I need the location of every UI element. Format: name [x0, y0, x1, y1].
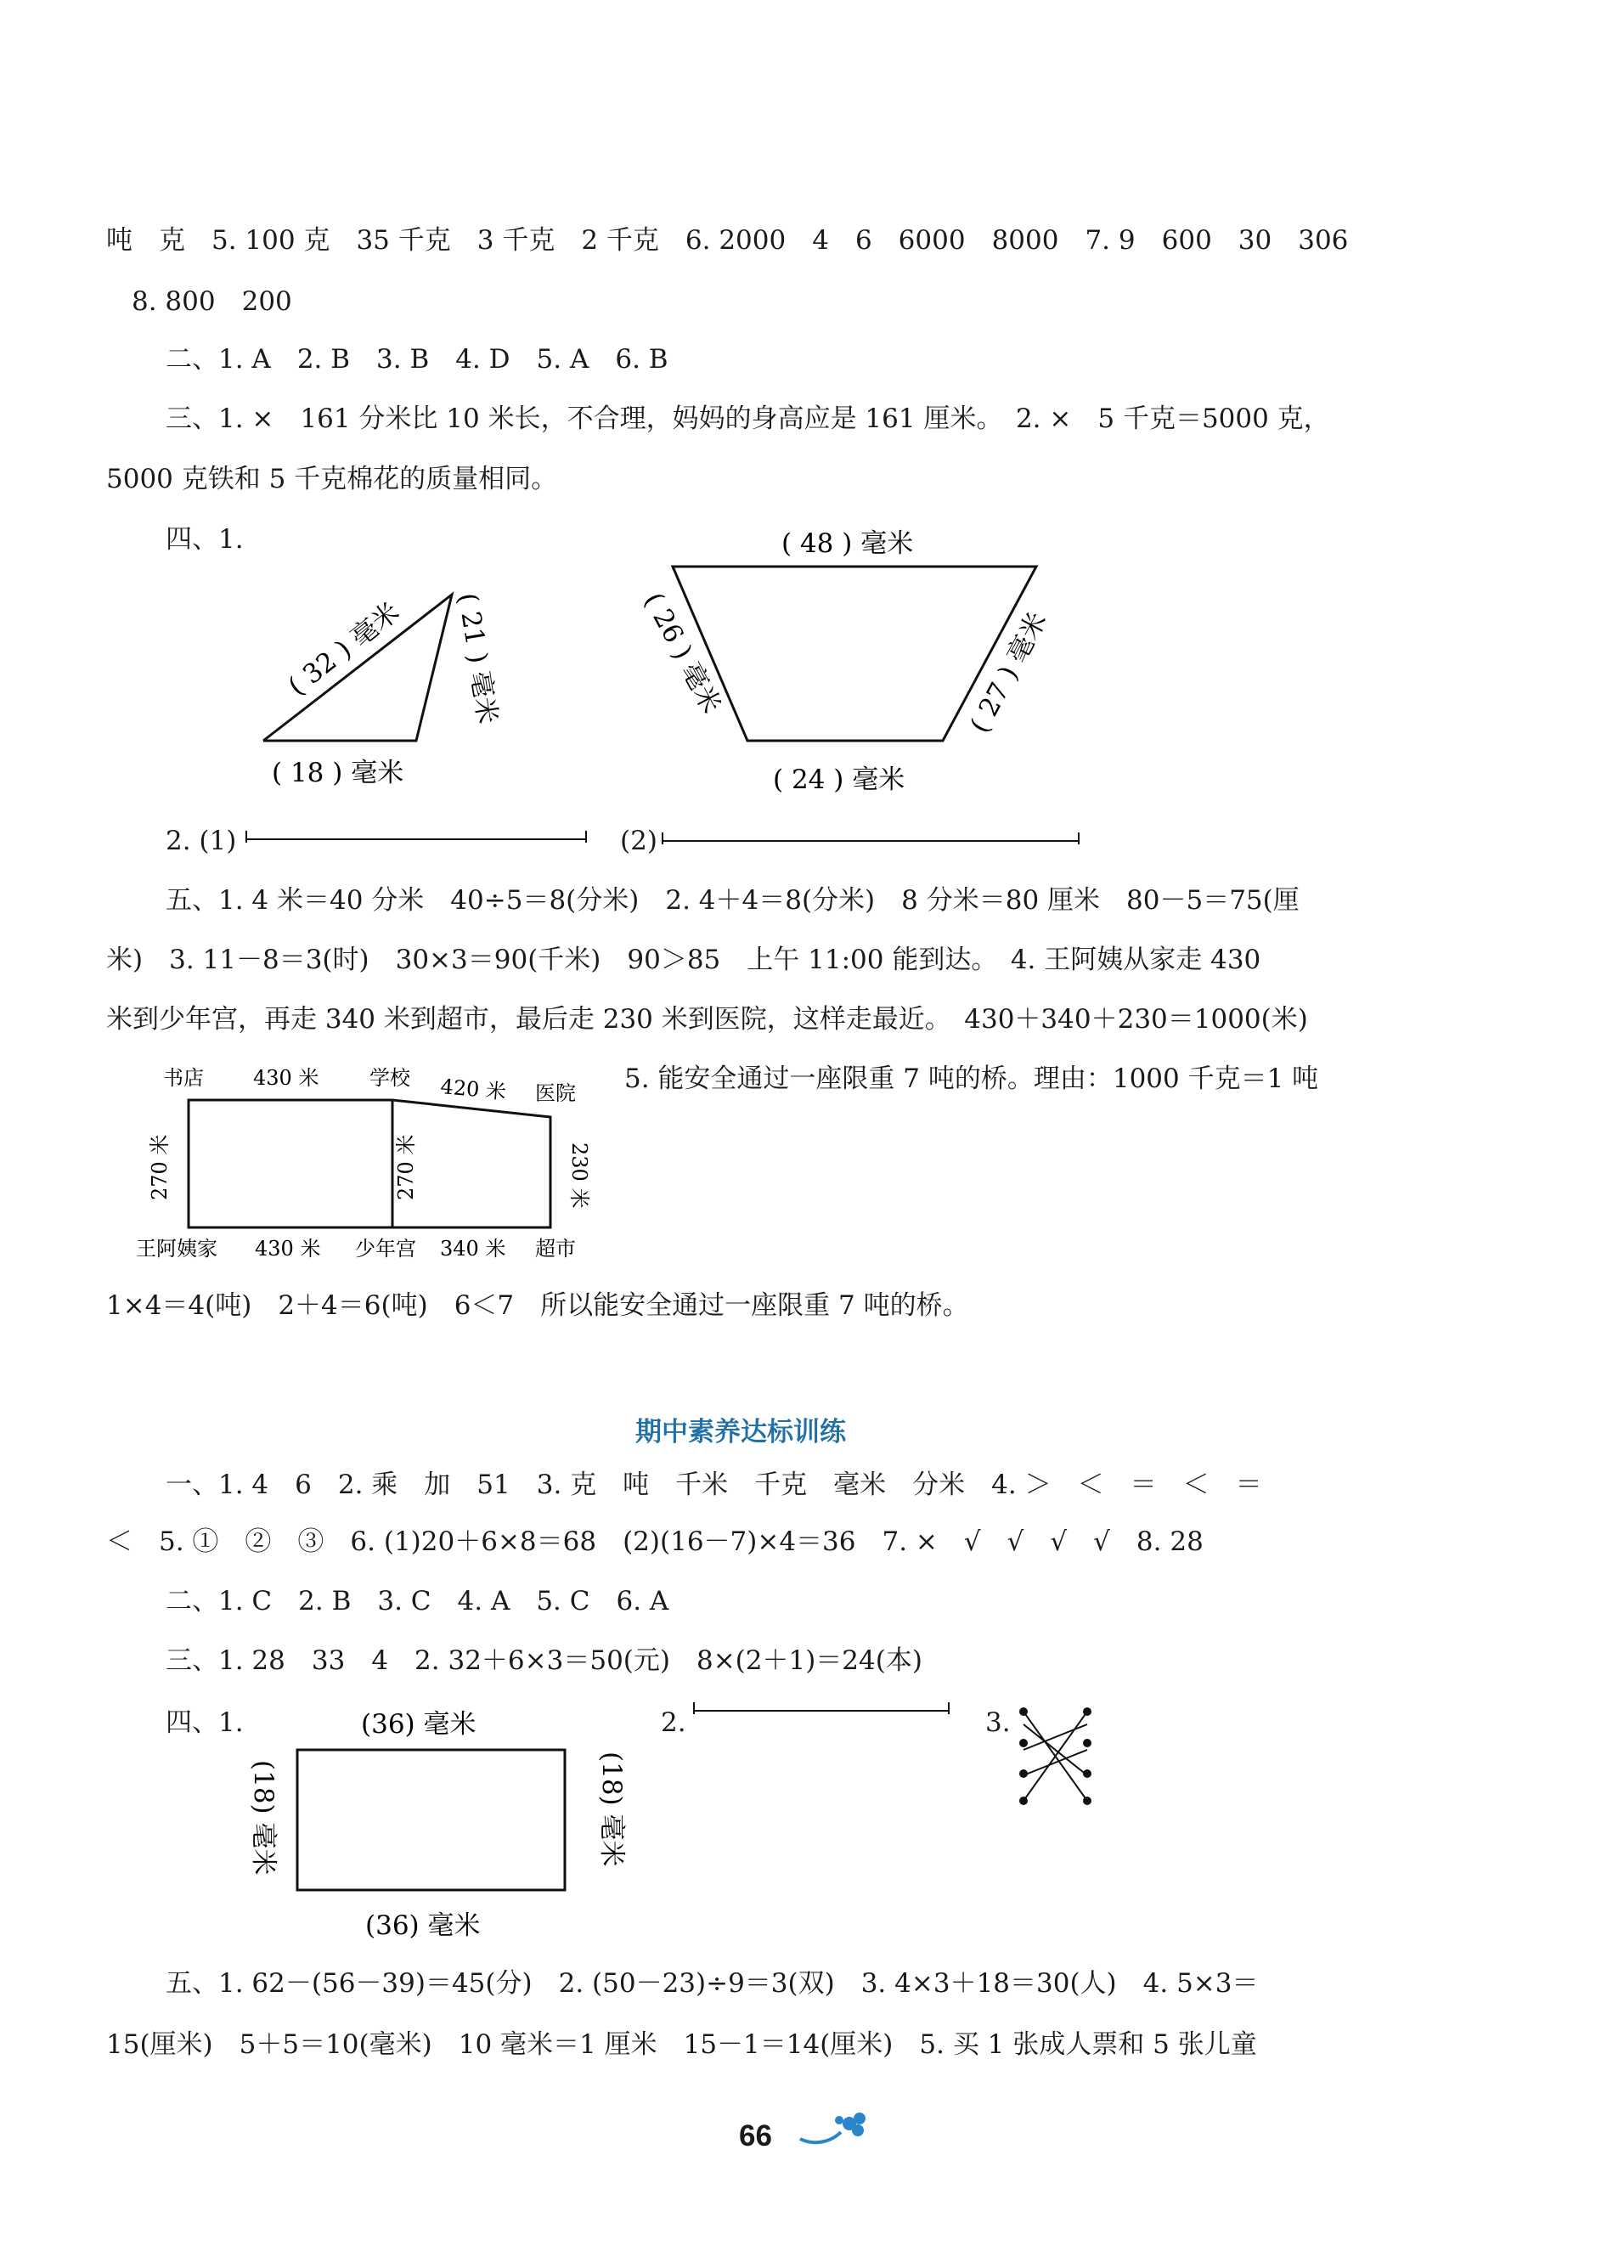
rectangle-label-left: (18) 毫米 [248, 1760, 279, 1876]
answer-line-5: 5000 克铁和 5 千克棉花的质量相同。 [106, 464, 558, 494]
segment-1 [245, 822, 601, 848]
segment-2 [661, 822, 1094, 848]
flower-ornament-icon [797, 2107, 873, 2158]
rectangle-label-bottom: (36) 毫米 [365, 1910, 481, 1941]
rectangle-label-right: (18) 毫米 [596, 1752, 627, 1867]
midterm-four-label: 四、1. [166, 1707, 244, 1738]
map-label-mid: 270 米 [394, 1134, 418, 1200]
trapezoid-label-bottom: ( 24 ) 毫米 [773, 764, 905, 795]
map-label-top1: 430 米 [253, 1066, 319, 1090]
page-number: 66 [739, 2119, 772, 2152]
map-label-bookstore: 书店 [163, 1066, 204, 1090]
map-label-bot1: 430 米 [255, 1237, 321, 1261]
map-label-top2: 420 米 [439, 1075, 508, 1104]
answer-line-2: 8. 800 200 [132, 286, 292, 317]
section-title: 期中素养达标训练 [635, 1417, 846, 1447]
answer-line-8: 五、1. 4 米＝40 分米 40÷5＝8(分米) 2. 4＋4＝8(分米) 8 分米＝80 厘米 80－5＝75(厘 [166, 885, 1300, 916]
triangle-figure [246, 578, 527, 798]
midterm-q3-label: 3. [985, 1707, 1011, 1738]
map-label-hospital: 医院 [535, 1081, 576, 1105]
midterm-line-3: 二、1. C 2. B 3. C 4. A 5. C 6. A [166, 1586, 669, 1616]
map-label-supermarket: 超市 [535, 1237, 576, 1261]
trapezoid-label-right: ( 27 ) 毫米 [964, 606, 1053, 738]
trapezoid-figure [620, 518, 1096, 807]
map-label-bot2: 340 米 [440, 1237, 506, 1261]
q2-part2-label: (2) [620, 826, 657, 856]
answer-line-1: 吨 克 5. 100 克 35 千克 3 千克 2 千克 6. 2000 4 6 6000 8000 7. 9 600 30 306 [106, 225, 1349, 256]
map-label-home: 王阿姨家 [136, 1237, 217, 1261]
dot-matching-figure [1011, 1699, 1113, 1809]
trapezoid-label-left: ( 26 ) 毫米 [637, 587, 727, 719]
map-label-left: 270 米 [148, 1134, 172, 1200]
q2-part1-label: 2. (1) [166, 826, 237, 856]
map-label-youth-palace: 少年宫 [355, 1237, 416, 1261]
midterm-line-1: 一、1. 4 6 2. 乘 加 51 3. 克 吨 千米 千克 毫米 分米 4. ＞ ＜ ＝ ＜ ＝ [166, 1470, 1262, 1500]
midterm-line-4: 三、1. 28 33 4 2. 32＋6×3＝50(元) 8×(2＋1)＝24(本) [166, 1645, 922, 1676]
answer-line-12: 1×4＝4(吨) 2＋4＝6(吨) 6＜7 所以能安全通过一座限重 7 吨的桥。 [106, 1290, 969, 1321]
trapezoid-label-top: ( 48 ) 毫米 [781, 528, 914, 559]
answer-line-9: 米) 3. 11－8＝3(时) 30×3＝90(千米) 90＞85 上午 11:00 能到达。 4. 王阿姨从家走 430 [106, 945, 1261, 975]
triangle-label-c: ( 18 ) 毫米 [272, 758, 404, 788]
answer-line-4: 三、1. × 161 分米比 10 米长，不合理，妈妈的身高应是 161 厘米。 2. × 5 千克＝5000 克， [166, 403, 1330, 434]
section-four-label: 四、1. [166, 524, 244, 555]
segment-3 [692, 1697, 964, 1723]
triangle-label-a: ( 32 ) 毫米 [282, 596, 406, 702]
midterm-line-7: 15(厘米) 5＋5＝10(毫米) 10 毫米＝1 厘米 15－1＝14(厘米) 5. 买 1 张成人票和 5 张儿童 [106, 2029, 1257, 2060]
rectangle-figure [229, 1699, 637, 1945]
triangle-label-b: ( 21 ) 毫米 [452, 590, 503, 726]
map-label-school: 学校 [369, 1066, 410, 1090]
answer-line-3: 二、1. A 2. B 3. B 4. D 5. A 6. B [166, 344, 668, 375]
midterm-line-2: ＜ 5. ① ② ③ 6. (1)20＋6×8＝68 (2)(16－7)×4＝36 7. × √ √ √ √ 8. 28 [106, 1526, 1204, 1557]
route-map-figure [127, 1058, 603, 1270]
map-label-right: 230 米 [567, 1142, 591, 1209]
rectangle-label-top: (36) 毫米 [361, 1709, 476, 1740]
midterm-line-6: 五、1. 62－(56－39)＝45(分) 2. (50－23)÷9＝3(双) 3. 4×3＋18＝30(人) 4. 5×3＝ [166, 1968, 1259, 1999]
answer-line-11: 5. 能安全通过一座限重 7 吨的桥。理由：1000 千克＝1 吨 [624, 1063, 1319, 1094]
midterm-q2-label: 2. [661, 1707, 686, 1738]
answer-line-10: 米到少年宫，再走 340 米到超市，最后走 230 米到医院，这样走最近。 430＋340＋230＝1000(米) [106, 1004, 1308, 1035]
